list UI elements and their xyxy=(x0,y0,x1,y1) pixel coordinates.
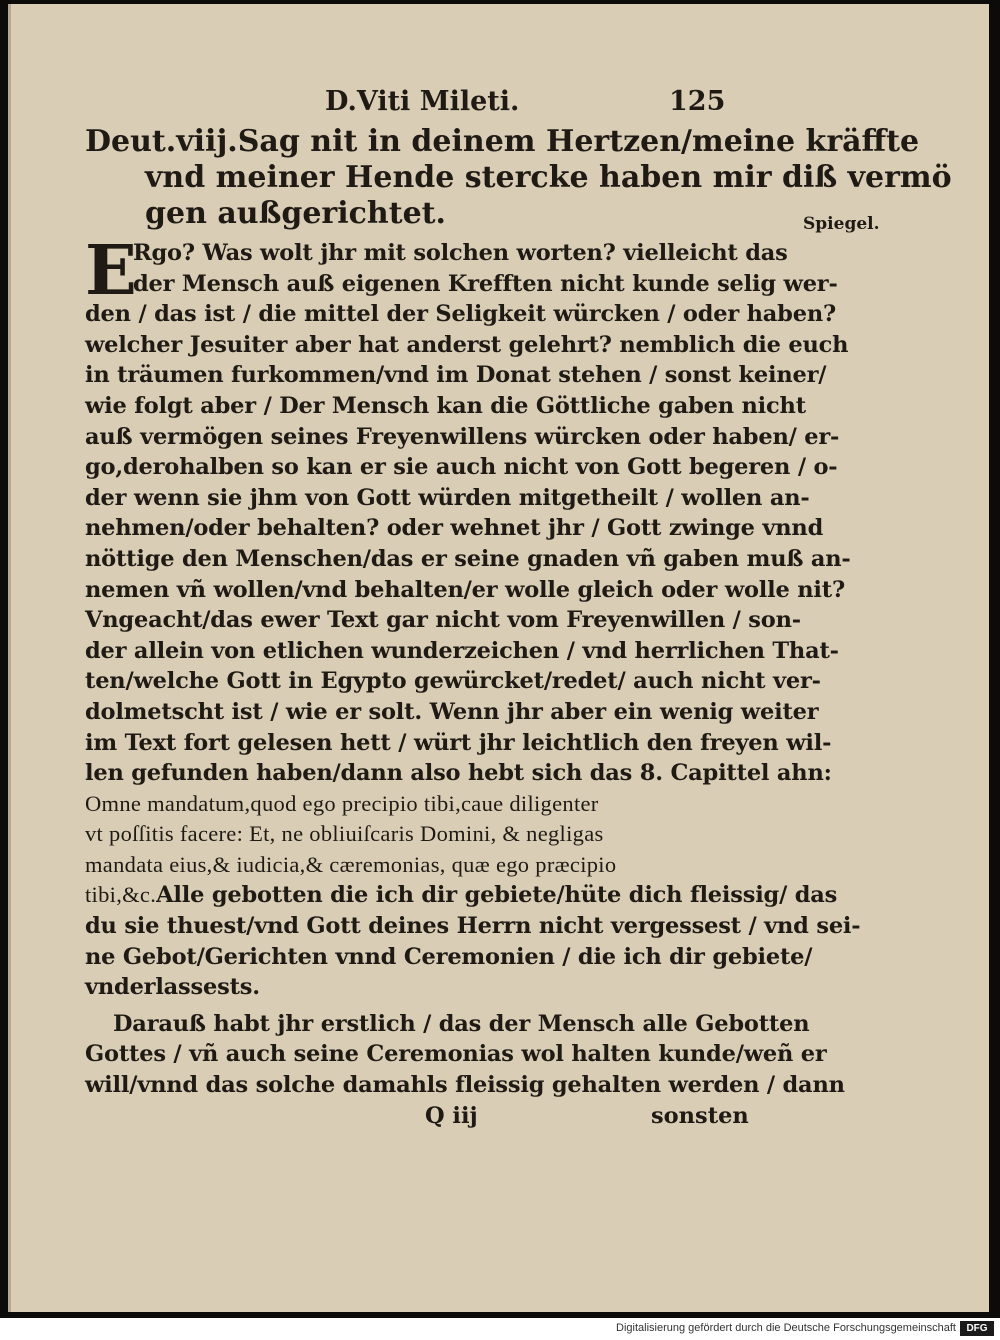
text-block xyxy=(85,82,952,1133)
text-line: wie folgt aber / Der Mensch kan die Göttliche gaben nicht xyxy=(85,392,806,419)
funding-credit: Digitalisierung gefördert durch die Deutsche Forschungsgemeinschaft xyxy=(616,1322,956,1334)
text-line: den / das ist / die mittel der Seligkeit würcken / oder haben? xyxy=(85,301,836,328)
text-line: nöttige den Menschen/das er seine gnaden vñ gaben muß an- xyxy=(85,545,851,572)
running-title: D.Viti Mileti. xyxy=(325,86,520,117)
text-line: len gefunden haben/dann also hebt sich das 8. Capittel ahn: xyxy=(85,760,832,787)
text-line: Darauß habt jhr erstlich / das der Mensch alle Gebotten xyxy=(113,1010,810,1037)
drop-capital: E xyxy=(85,231,137,311)
text-line: ten/welche Gott in Egypto gewürcket/redet/ auch nicht ver- xyxy=(85,668,821,695)
text-line: Rgo? Was wolt jhr mit solchen worten? vielleicht das xyxy=(133,240,788,266)
heading-line: vnd meiner Hende stercke haben mir diß vermö xyxy=(145,160,952,195)
text-line: will/vnnd das solche damahls fleissig gehalten werden / dann xyxy=(85,1072,845,1099)
text-line: der wenn sie jhm von Gott würden mitgetheilt / wollen an- xyxy=(85,484,810,511)
dfg-logo: DFG xyxy=(960,1321,994,1336)
heading-line: Deut.viij.Sag nit in deinem Hertzen/meine kräffte xyxy=(85,124,920,159)
page-header xyxy=(85,82,845,124)
text-line: der Mensch auß eigenen Krefften nicht kunde selig wer- xyxy=(133,270,838,297)
page-foot xyxy=(85,1101,845,1133)
margin-note: Spiegel. xyxy=(803,214,880,234)
text-line: ne Gebot/Gerichten vnnd Ceremonien / die ich dir gebiete/ xyxy=(85,943,813,970)
latin-quote-line: mandata eius,& iudicia,& cæremonias, quæ ego præcipio xyxy=(85,851,617,877)
text-line: dolmetscht ist / wie er solt. Wenn jhr aber ein wenig weiter xyxy=(85,698,819,725)
text-line: welcher Jesuiter aber hat anderst gelehrt? nemblich die euch xyxy=(85,331,849,358)
folio-number: 125 xyxy=(669,86,726,117)
paragraph-1 xyxy=(85,231,861,1003)
text-line: du sie thuest/vnd Gott deines Herrn nicht vergessest / vnd sei- xyxy=(85,913,861,940)
text-line: der allein von etlichen wunderzeichen / vnd herrlichen That- xyxy=(85,637,839,664)
text-line: Vngeacht/das ewer Text gar nicht vom Freyenwillen / son- xyxy=(85,607,801,634)
digitization-footer xyxy=(0,1318,1000,1340)
text-line: nehmen/oder behalten? oder wehnet jhr / Gott zwinge vnnd xyxy=(85,515,824,542)
latin-quote-line: vt poſſitis facere: Et, ne obliuiſcaris Domini, & negligas xyxy=(85,821,604,847)
text-line: vnderlassests. xyxy=(85,974,260,1001)
signature-mark: Q iij xyxy=(425,1102,478,1129)
text-line: Gottes / vñ auch seine Ceremonias wol halten kunde/weñ er xyxy=(85,1041,827,1068)
catchword: sonsten xyxy=(651,1102,749,1129)
latin-quote-line: Omne mandatum,quod ego precipio tibi,caue diligenter xyxy=(85,790,599,816)
book-page xyxy=(8,4,989,1312)
text-line: nemen vñ wollen/vnd behalten/er wolle gleich oder wolle nit? xyxy=(85,576,845,603)
text-line: auß vermögen seines Freyenwillens würcken oder haben/ er- xyxy=(85,423,840,450)
text-line: im Text fort gelesen hett / würt jhr leichtlich den freyen wil- xyxy=(85,729,832,756)
mixed-line xyxy=(85,880,845,911)
heading-line: gen außgerichtet. xyxy=(145,196,446,231)
latin-fragment: tibi,&c. xyxy=(85,882,157,908)
paragraph-2 xyxy=(85,1009,845,1101)
text-line: in träumen furkommen/vnd im Donat stehen / sonst keiner/ xyxy=(85,362,827,389)
german-fragment: Alle gebotten die ich dir gebiete/hüte dich fleissig/ das xyxy=(156,882,838,909)
text-line: go,derohalben so kan er sie auch nicht von Gott begeren / o- xyxy=(85,454,838,481)
